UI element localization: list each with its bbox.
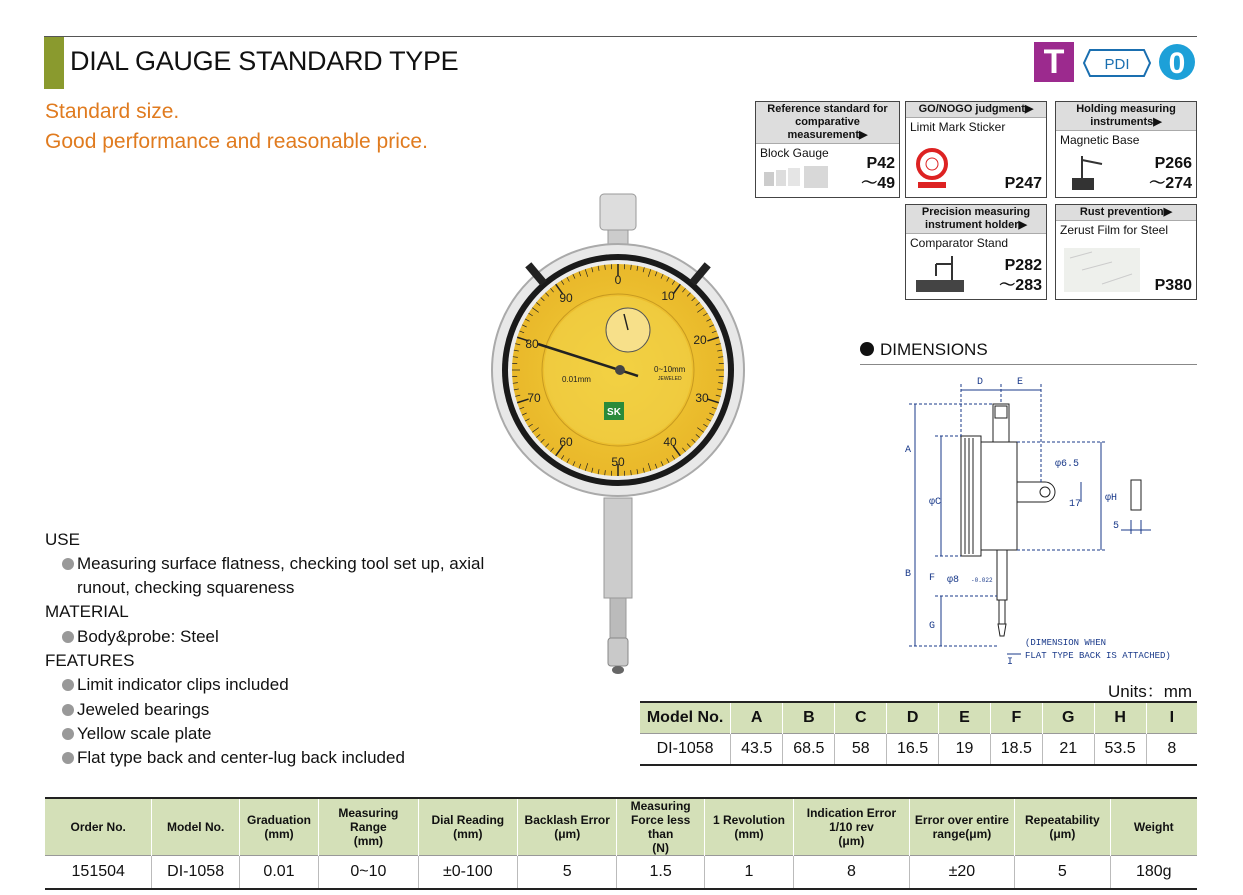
order-header-cell: Model No. <box>152 798 239 856</box>
ref-page: P247 <box>1004 175 1042 192</box>
model-header-cell: H <box>1094 702 1146 734</box>
model-dimension-table <box>640 701 1197 766</box>
order-cell: 151504 <box>45 856 152 890</box>
bullet-dot <box>62 679 74 691</box>
order-header-cell: 1 Revolution (mm) <box>704 798 793 856</box>
dial-range: 0~10mm <box>654 365 686 374</box>
use-text-1: Measuring surface flatness, checking tool set up, axial <box>77 554 485 573</box>
t-badge: T <box>1034 42 1074 82</box>
tagline-2: Good performance and reasonable price. <box>45 130 428 153</box>
ref-zerust-film[interactable] <box>1055 204 1197 300</box>
zero-badge <box>1158 42 1196 82</box>
order-header-cell: Graduation (mm) <box>239 798 318 856</box>
model-cell: 18.5 <box>990 734 1042 766</box>
ref-head: Precision measuring instrument holder▶ <box>906 205 1046 234</box>
dim-label-d: D <box>977 377 984 388</box>
dial-num-90: 90 <box>559 291 573 305</box>
order-cell: 0.01 <box>239 856 318 890</box>
model-header-cell: E <box>939 702 991 734</box>
dim-label-i: I <box>1007 657 1014 668</box>
dial-num-80: 80 <box>525 337 539 351</box>
order-header-cell: Indication Error 1/10 rev (μm) <box>794 798 910 856</box>
table-header-row <box>640 702 1197 734</box>
bullet-dot <box>62 631 74 643</box>
model-cell: 16.5 <box>887 734 939 766</box>
material-text: Body&probe: Steel <box>77 627 219 646</box>
model-cell: 8 <box>1146 734 1197 766</box>
dial-jeweled: JEWELED <box>658 376 682 382</box>
model-header-cell: F <box>990 702 1042 734</box>
use-text-2: runout, checking squareness <box>77 578 295 597</box>
dial-num-50: 50 <box>611 455 625 469</box>
feature-item <box>62 698 209 722</box>
dial-logo: SK <box>607 407 621 418</box>
model-header-cell: B <box>783 702 835 734</box>
ref-page: P380 <box>1154 277 1192 294</box>
dim-label-tol: -0.022 <box>971 577 993 584</box>
order-cell: 0~10 <box>319 856 418 890</box>
model-header-cell: A <box>731 702 783 734</box>
order-cell: 5 <box>1015 856 1110 890</box>
dim-label-c: φC <box>929 497 942 508</box>
order-cell: 5 <box>518 856 617 890</box>
zero-badge-text: 0 <box>1168 47 1186 80</box>
dim-label-d65: φ6.5 <box>1055 459 1080 470</box>
table-row <box>640 734 1197 766</box>
order-cell: DI-1058 <box>152 856 239 890</box>
dial-num-10: 10 <box>661 289 675 303</box>
order-header-cell: Measuring Force less than (N) <box>617 798 704 856</box>
ref-head: Reference standard for comparative measurement▶ <box>756 102 899 144</box>
use-heading: USE <box>45 530 80 549</box>
dial-num-0: 0 <box>614 273 622 287</box>
bullet-dot <box>62 704 74 716</box>
order-cell: 1 <box>704 856 793 890</box>
dial-graduation: 0.01mm <box>562 375 591 384</box>
order-header-cell: Order No. <box>45 798 152 856</box>
model-cell: 21 <box>1042 734 1094 766</box>
order-header-cell: Error over entire range(μm) <box>909 798 1014 856</box>
order-cell: ±20 <box>909 856 1014 890</box>
ref-sub: Zerust Film for Steel <box>1060 223 1169 237</box>
order-cell: 8 <box>794 856 910 890</box>
dim-note-2: FLAT TYPE BACK IS ATTACHED) <box>1025 651 1171 661</box>
order-header-cell: Repeatability (μm) <box>1015 798 1110 856</box>
order-cell: 1.5 <box>617 856 704 890</box>
dial-num-60: 60 <box>559 435 573 449</box>
dim-label-f: F <box>929 573 936 584</box>
limit-sticker-image <box>912 144 952 192</box>
dial-num-40: 40 <box>663 435 677 449</box>
model-cell: 58 <box>835 734 887 766</box>
ref-head: Rust prevention▶ <box>1056 205 1196 221</box>
ref-sub: Magnetic Base <box>1060 133 1140 147</box>
dimensions-rule <box>860 364 1197 365</box>
dial-num-30: 30 <box>695 391 709 405</box>
dial-num-20: 20 <box>693 333 707 347</box>
material-heading: MATERIAL <box>45 602 129 621</box>
ref-head: Holding measuring instruments▶ <box>1056 102 1196 131</box>
top-rule <box>44 36 1197 37</box>
feature-text: Flat type back and center-lug back included <box>77 748 405 767</box>
ref-block-gauge[interactable] <box>755 101 900 198</box>
tagline-1: Standard size. <box>45 100 180 123</box>
heading-dot <box>860 342 874 356</box>
ref-page: P282 ～283 <box>999 257 1042 294</box>
model-cell: DI-1058 <box>640 734 731 766</box>
bullet-dot <box>62 752 74 764</box>
material-item <box>62 625 219 649</box>
page-title: DIAL GAUGE STANDARD TYPE <box>70 46 459 76</box>
dimensions-heading: DIMENSIONS <box>860 340 988 360</box>
dim-label-17: 17 <box>1069 499 1082 510</box>
use-item <box>62 552 484 576</box>
dim-label-g: G <box>929 621 936 632</box>
model-header-cell: G <box>1042 702 1094 734</box>
order-header-cell: Backlash Error (μm) <box>518 798 617 856</box>
dim-note-1: (DIMENSION WHEN <box>1025 638 1107 648</box>
model-header-cell: C <box>835 702 887 734</box>
dim-label-e: E <box>1017 377 1024 388</box>
model-header-cell: D <box>887 702 939 734</box>
ref-page: P42 ～49 <box>861 155 895 192</box>
ref-sub: Block Gauge <box>760 146 829 160</box>
order-header-cell: Dial Reading (mm) <box>418 798 517 856</box>
feature-item <box>62 673 289 697</box>
order-header-cell: Measuring Range (mm) <box>319 798 418 856</box>
feature-item <box>62 746 405 770</box>
dim-label-a: A <box>905 445 912 456</box>
features-heading: FEATURES <box>45 651 135 670</box>
feature-text: Jeweled bearings <box>77 700 210 719</box>
feature-text: Limit indicator clips included <box>77 675 289 694</box>
bullet-dot <box>62 728 74 740</box>
table-header-row <box>45 798 1197 856</box>
dim-label-b: B <box>905 569 912 580</box>
model-cell: 68.5 <box>783 734 835 766</box>
feature-item <box>62 722 212 746</box>
title-accent-bar <box>44 37 64 89</box>
order-header-cell: Weight <box>1110 798 1197 856</box>
units-label: Units：mm <box>1108 682 1193 701</box>
dim-label-5: 5 <box>1113 521 1120 532</box>
comparator-stand-image <box>912 254 968 294</box>
ref-head: GO/NOGO judgment▶ <box>906 102 1046 118</box>
model-header-cell: Model No. <box>640 702 731 734</box>
pdi-badge <box>1082 48 1152 78</box>
dimension-drawing <box>895 370 1185 670</box>
zerust-film-image <box>1062 246 1142 294</box>
ref-sub: Limit Mark Sticker <box>910 120 1006 134</box>
block-gauge-image <box>762 162 832 192</box>
ref-magnetic-base[interactable] <box>1055 101 1197 198</box>
ref-limit-mark[interactable] <box>905 101 1047 198</box>
bullet-dot <box>62 558 74 570</box>
feature-text: Yellow scale plate <box>77 724 212 743</box>
order-table <box>45 797 1197 890</box>
ref-comparator-stand[interactable] <box>905 204 1047 300</box>
order-cell: ±0-100 <box>418 856 517 890</box>
model-cell: 43.5 <box>731 734 783 766</box>
model-header-cell: I <box>1146 702 1197 734</box>
model-cell: 19 <box>939 734 991 766</box>
magnetic-base-image <box>1062 152 1112 192</box>
dial-num-70: 70 <box>527 391 541 405</box>
pdi-badge-text: PDI <box>1104 56 1130 73</box>
table-row <box>45 856 1197 890</box>
dim-label-d8: φ8 <box>947 575 960 586</box>
ref-sub: Comparator Stand <box>910 236 1009 250</box>
order-cell: 180g <box>1110 856 1197 890</box>
model-cell: 53.5 <box>1094 734 1146 766</box>
ref-page: P266 ～274 <box>1149 155 1192 192</box>
dial-gauge-image <box>480 188 760 688</box>
dim-label-h: φH <box>1105 493 1118 504</box>
